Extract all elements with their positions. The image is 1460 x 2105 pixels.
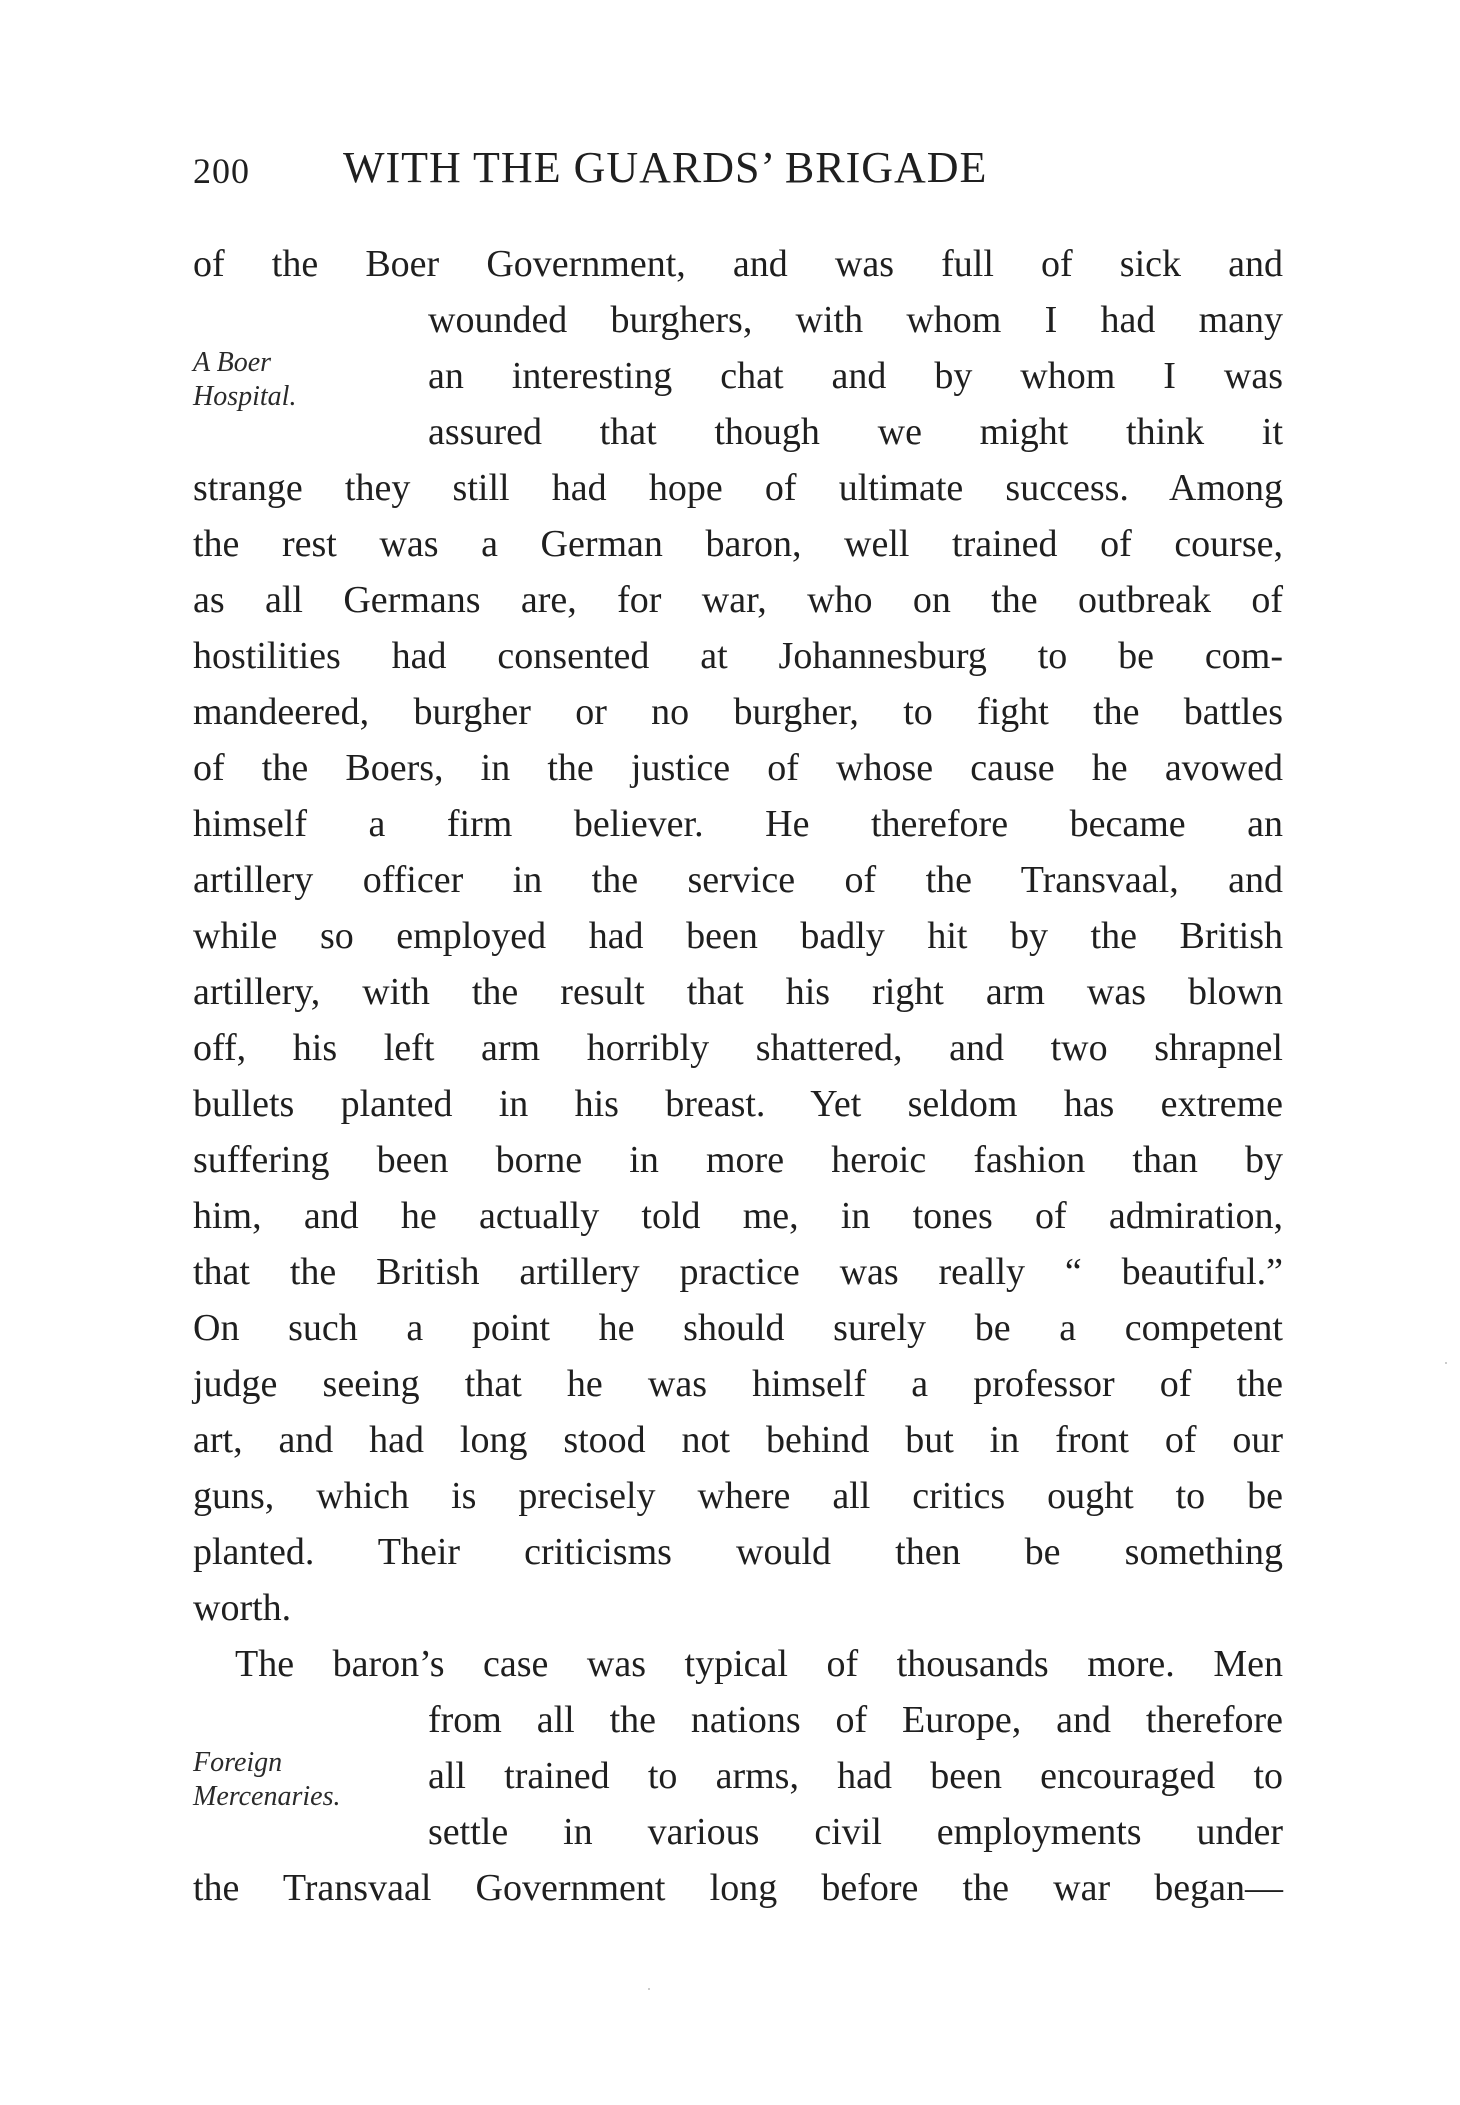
text-line: strange they still had hope of ultimate success. Among <box>193 467 1283 509</box>
text-line: mandeered, burgher or no burgher, to fight the battles <box>193 691 1283 733</box>
text-line: an interesting chat and by whom I was <box>428 355 1283 397</box>
margin-note-line: Hospital. <box>193 381 297 412</box>
text-line: himself a firm believer. He therefore became an <box>193 803 1283 845</box>
text-line: hostilities had consented at Johannesburg to be com- <box>193 635 1283 677</box>
text-line: judge seeing that he was himself a professor of the <box>193 1363 1283 1405</box>
text-line: of the Boer Government, and was full of sick and <box>193 243 1283 285</box>
margin-note-line: Foreign <box>193 1747 283 1778</box>
text-line: bullets planted in his breast. Yet seldom has extreme <box>193 1083 1283 1125</box>
text-line: of the Boers, in the justice of whose cause he avowed <box>193 747 1283 789</box>
text-line: planted. Their criticisms would then be something <box>193 1531 1283 1573</box>
text-line: as all Germans are, for war, who on the outbreak of <box>193 579 1283 621</box>
text-line: that the British artillery practice was really “ beautiful.” <box>193 1251 1283 1293</box>
text-line: settle in various civil employments under <box>428 1811 1283 1853</box>
margin-note-foreign-mercenaries <box>193 1746 340 1814</box>
running-title: WITH THE GUARDS’ BRIGADE <box>343 143 988 192</box>
text-line: assured that though we might think it <box>428 411 1283 453</box>
text-line: suffering been borne in more heroic fashion than by <box>193 1139 1283 1181</box>
text-line: the rest was a German baron, well trained of course, <box>193 523 1283 565</box>
text-line: all trained to arms, had been encouraged to <box>428 1755 1283 1797</box>
page-number: 200 <box>193 151 250 191</box>
text-line: worth. <box>193 1587 292 1629</box>
text-line: while so employed had been badly hit by the British <box>193 915 1283 957</box>
text-line: art, and had long stood not behind but in front of our <box>193 1419 1283 1461</box>
text-line: artillery officer in the service of the Transvaal, and <box>193 859 1283 901</box>
text-line: wounded burghers, with whom I had many <box>428 299 1283 341</box>
margin-note-line: A Boer <box>193 347 272 378</box>
paper-speck <box>648 1988 650 1990</box>
text-line: artillery, with the result that his right arm was blown <box>193 971 1283 1013</box>
text-line: On such a point he should surely be a competent <box>193 1307 1283 1349</box>
paragraph-start-line: The baron’s case was typical of thousands more. Men <box>235 1643 1283 1685</box>
text-line: guns, which is precisely where all critics ought to be <box>193 1475 1283 1517</box>
margin-note-boer-hospital <box>193 346 296 414</box>
text-line: the Transvaal Government long before the war began— <box>193 1867 1283 1909</box>
margin-note-line: Mercenaries. <box>193 1781 341 1812</box>
paper-speck <box>1445 1362 1447 1364</box>
text-line: from all the nations of Europe, and therefore <box>428 1699 1283 1741</box>
text-line: him, and he actually told me, in tones of admiration, <box>193 1195 1283 1237</box>
text-line: off, his left arm horribly shattered, and two shrapnel <box>193 1027 1283 1069</box>
